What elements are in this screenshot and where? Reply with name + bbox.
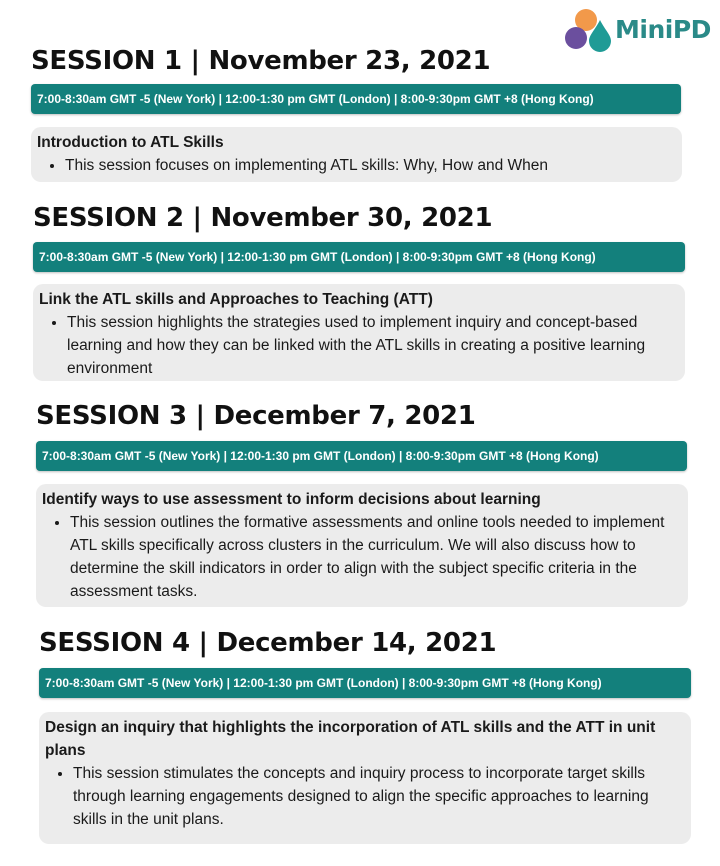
session-2-title: SESSION 2 | November 30, 2021 xyxy=(33,203,493,233)
session-1-times-bar: 7:00-8:30am GMT -5 (New York) | 12:00-1:30 pm GMT (London) | 8:00-9:30pm GMT +8 (Hong Kong) xyxy=(31,84,681,114)
session-3-heading: Identify ways to use assessment to inform decisions about learning xyxy=(42,491,541,508)
session-1-title: SESSION 1 | November 23, 2021 xyxy=(31,46,491,76)
session-3-details xyxy=(36,484,688,607)
session-2-bullets xyxy=(39,311,677,380)
session-3-bullet: • This session outlines the formative assessments and online tools needed to implement ATL skills specifically across clusters in the curriculum. We will also discuss how to determine the skill indicators in order to align with the subject specific criteria in the assessment tasks. xyxy=(70,511,680,603)
session-1-bullets xyxy=(37,154,674,177)
brand-name: MiniPD xyxy=(615,14,711,44)
session-4-details xyxy=(39,712,691,844)
session-2-bullet: • This session highlights the strategies used to implement inquiry and concept-based learning and how they can be linked with the ATL skills in creating a positive learning environment xyxy=(67,311,677,380)
session-3-times-bar: 7:00-8:30am GMT -5 (New York) | 12:00-1:30 pm GMT (London) | 8:00-9:30pm GMT +8 (Hong Kong) xyxy=(36,441,687,471)
session-1-bullet: • This session focuses on implementing ATL skills: Why, How and When xyxy=(65,154,674,177)
session-4-times-bar: 7:00-8:30am GMT -5 (New York) | 12:00-1:30 pm GMT (London) | 8:00-9:30pm GMT +8 (Hong Kong) xyxy=(39,668,691,698)
session-3-title: SESSION 3 | December 7, 2021 xyxy=(36,401,476,431)
session-1-heading: Introduction to ATL Skills xyxy=(37,134,224,151)
session-4-bullets xyxy=(45,762,683,831)
session-4-heading: Design an inquiry that highlights the incorporation of ATL skills and the ATT in unit plans xyxy=(45,719,656,759)
session-3-bullets xyxy=(42,511,680,603)
session-4-title: SESSION 4 | December 14, 2021 xyxy=(39,628,497,658)
logo-droplets-icon xyxy=(563,6,613,52)
session-2-heading: Link the ATL skills and Approaches to Teaching (ATT) xyxy=(39,291,433,308)
session-2-details xyxy=(33,284,685,381)
session-4-bullet: • This session stimulates the concepts and inquiry process to incorporate target skills through learning engagements designed to align the specific approaches to learning skills in the unit plans. xyxy=(73,762,683,831)
session-2-times-bar: 7:00-8:30am GMT -5 (New York) | 12:00-1:30 pm GMT (London) | 8:00-9:30pm GMT +8 (Hong Kong) xyxy=(33,242,685,272)
brand-logo xyxy=(563,6,711,52)
session-1-details xyxy=(31,127,682,182)
